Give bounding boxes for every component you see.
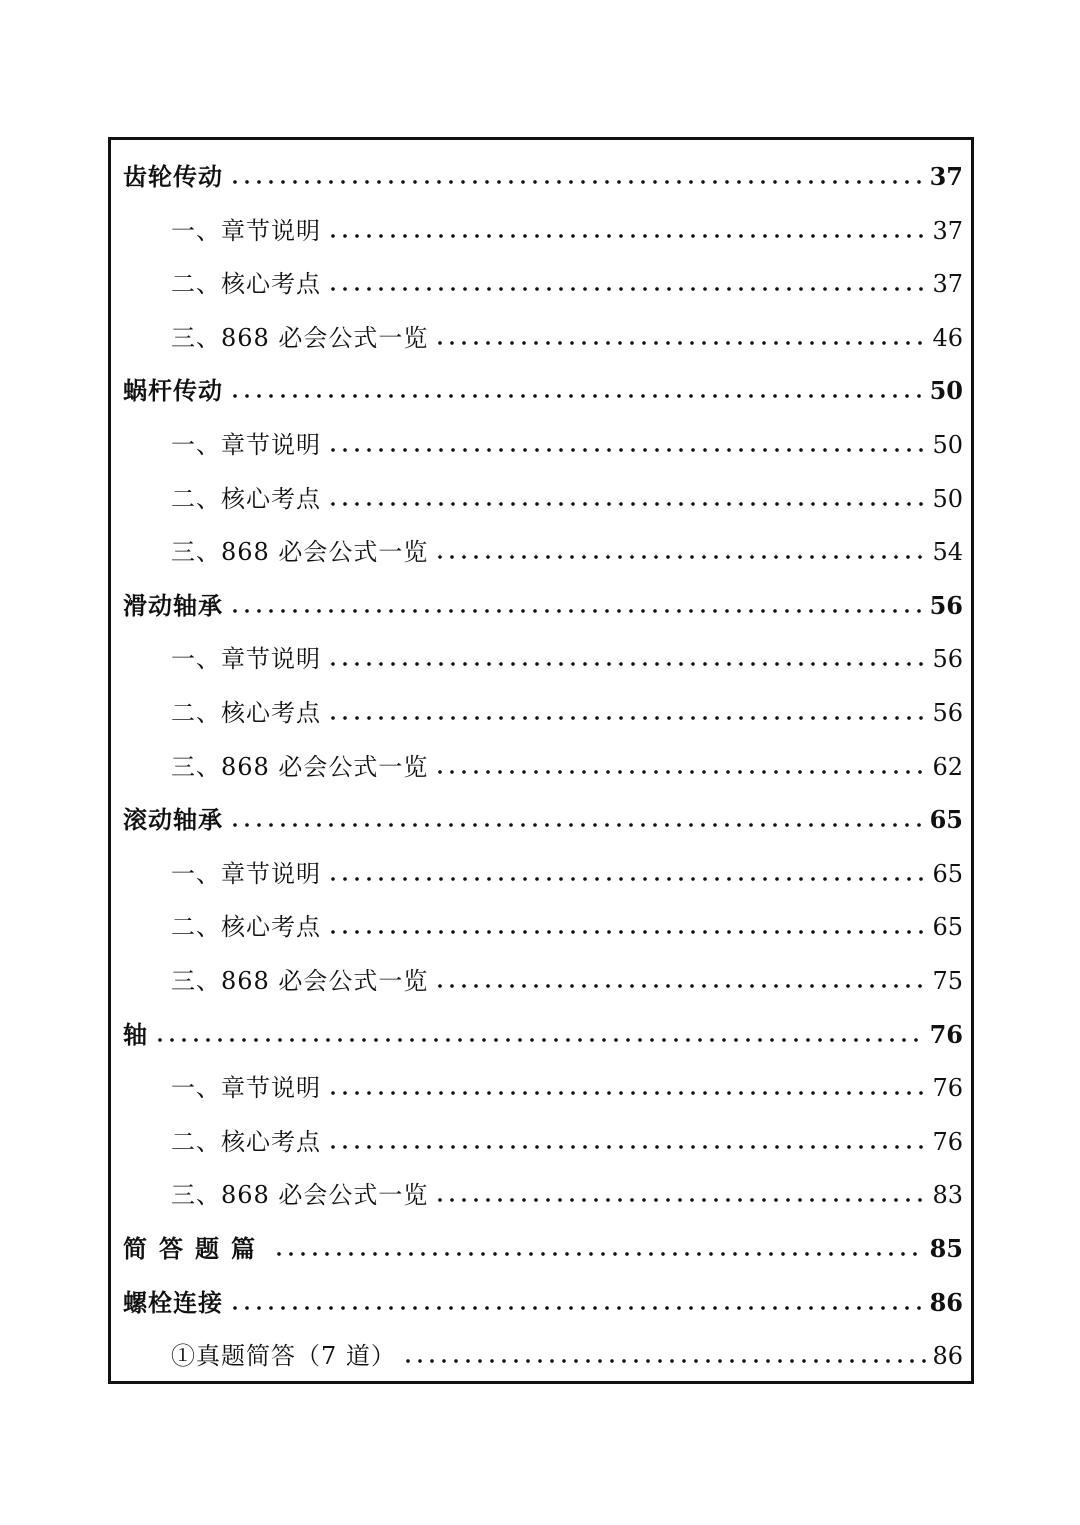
dot-leader [327, 929, 926, 935]
toc-entry-label: 齿轮传动 [123, 162, 223, 191]
dot-leader [327, 876, 926, 882]
toc-entry-label: 三、868 必会公式一览 [171, 752, 429, 781]
toc-section-entry[interactable] [171, 849, 963, 889]
toc-page-number: 86 [929, 1287, 963, 1317]
toc-entry-label: 二、核心考点 [171, 1127, 321, 1156]
toc-page-number: 50 [932, 431, 963, 459]
dot-leader [434, 983, 926, 989]
dot-leader [273, 1251, 924, 1257]
toc-page-number: 76 [932, 1074, 963, 1103]
toc-page-number: 46 [932, 323, 963, 352]
toc-section-entry[interactable] [171, 742, 963, 782]
toc-entry-label: 一、章节说明 [171, 216, 321, 245]
dot-leader [327, 286, 926, 292]
toc-page-number: 62 [932, 752, 963, 781]
toc-section-entry[interactable] [171, 259, 963, 299]
toc-entry-label: 一、章节说明 [171, 1074, 321, 1103]
toc-entry-label: ①真题简答（7 道） [171, 1342, 396, 1371]
toc-page-number: 37 [932, 216, 963, 245]
dot-leader [434, 1197, 926, 1203]
toc-page-number: 50 [932, 484, 963, 513]
toc-entry-label: 滚动轴承 [123, 805, 223, 835]
toc-chapter-entry[interactable] [123, 795, 963, 835]
toc-entry-label: 一、章节说明 [171, 645, 321, 674]
toc-section-entry[interactable] [171, 902, 963, 942]
toc-page-number: 85 [929, 1234, 963, 1263]
dot-leader [327, 233, 926, 239]
toc-entry-label: 二、核心考点 [171, 484, 321, 513]
toc-entry-label: 三、868 必会公式一览 [171, 1181, 429, 1210]
toc-page-number: 56 [932, 645, 963, 674]
dot-leader [327, 1144, 926, 1150]
toc-page-number: 65 [929, 805, 963, 835]
toc-page-number: 76 [932, 1127, 963, 1156]
toc-section-entry[interactable] [171, 474, 963, 514]
dot-leader [229, 1305, 924, 1311]
dot-leader [434, 769, 926, 775]
toc-section-entry[interactable] [171, 688, 963, 728]
dot-leader [229, 608, 924, 614]
toc-section-entry[interactable] [171, 420, 963, 460]
dot-leader [327, 1090, 926, 1096]
toc-entry-label: 轴 [123, 1019, 148, 1049]
toc-entry-label: 蜗杆传动 [123, 376, 223, 406]
toc-entry-label: 三、868 必会公式一览 [171, 323, 429, 352]
toc-page-number: 76 [929, 1019, 963, 1049]
toc-section-entry[interactable] [171, 1117, 963, 1157]
dot-leader [434, 554, 926, 560]
toc-section-entry[interactable] [171, 1170, 963, 1210]
toc-chapter-entry[interactable] [123, 1278, 963, 1318]
toc-entry-label: 螺栓连接 [123, 1287, 223, 1317]
toc-entry-label: 二、核心考点 [171, 913, 321, 942]
toc-chapter-entry[interactable] [123, 1010, 963, 1050]
toc-section-entry[interactable] [171, 206, 963, 246]
toc-entry-label: 滑动轴承 [123, 590, 223, 620]
toc-section-entry[interactable] [171, 1063, 963, 1103]
toc-page-number: 86 [932, 1342, 963, 1371]
toc-page-number: 56 [932, 699, 963, 727]
toc-chapter-entry[interactable] [123, 1224, 963, 1264]
toc-page-number: 65 [932, 913, 963, 942]
toc-page-number: 56 [929, 590, 963, 620]
toc-page-number: 54 [932, 538, 963, 567]
dot-leader [434, 340, 926, 346]
toc-page-number: 65 [932, 859, 963, 888]
toc-entry-label: 一、章节说明 [171, 859, 321, 888]
toc-section-entry[interactable] [171, 527, 963, 567]
dot-leader [229, 822, 924, 828]
toc-section-entry[interactable] [171, 1331, 963, 1371]
dot-leader [154, 1037, 924, 1043]
toc-section-entry[interactable] [171, 313, 963, 353]
toc-page-number: 50 [929, 376, 963, 406]
toc-entry-label: 二、核心考点 [171, 270, 321, 299]
dot-leader [229, 393, 924, 399]
dot-leader [402, 1358, 927, 1364]
toc-page-number: 83 [932, 1181, 963, 1210]
toc-chapter-entry[interactable] [123, 152, 963, 192]
dot-leader [327, 447, 926, 453]
toc-entry-label: 一、章节说明 [171, 431, 321, 459]
dot-leader [327, 661, 926, 667]
table-of-contents [108, 137, 974, 1384]
toc-page-number: 37 [929, 162, 963, 191]
toc-entry-label: 三、868 必会公式一览 [171, 967, 429, 995]
toc-entry-label: 三、868 必会公式一览 [171, 538, 429, 567]
dot-leader [327, 501, 926, 507]
toc-chapter-entry[interactable] [123, 366, 963, 406]
toc-entry-label: 简答题篇 [123, 1234, 267, 1263]
dot-leader [327, 715, 926, 721]
toc-section-entry[interactable] [171, 634, 963, 674]
toc-section-entry[interactable] [171, 956, 963, 996]
toc-chapter-entry[interactable] [123, 581, 963, 621]
toc-page-number: 37 [932, 270, 963, 299]
dot-leader [229, 179, 924, 185]
toc-page-number: 75 [932, 967, 963, 995]
toc-entry-label: 二、核心考点 [171, 699, 321, 727]
